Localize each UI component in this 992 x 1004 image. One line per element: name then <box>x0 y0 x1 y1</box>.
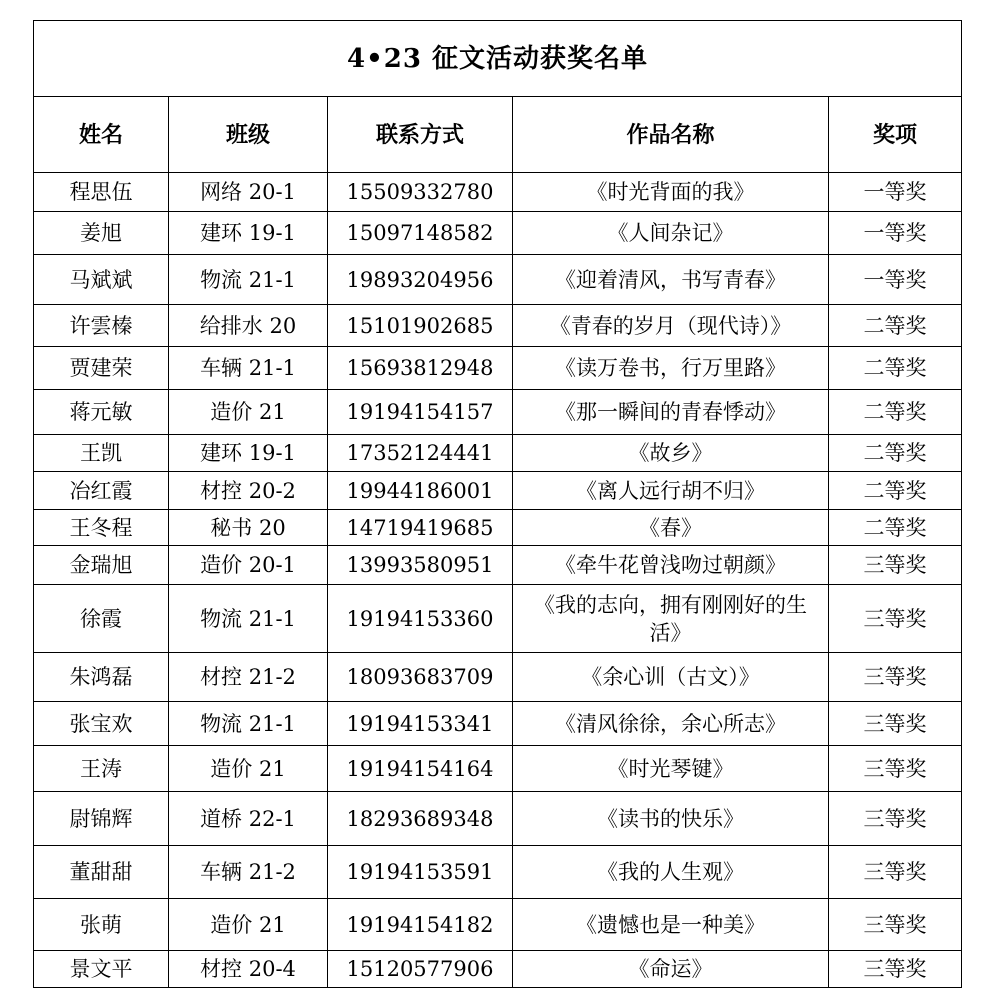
cell-work: 《离人远行胡不归》 <box>513 472 829 510</box>
cell-work: 《牵牛花曾浅吻过朝颜》 <box>513 546 829 585</box>
cell-phone: 19194153341 <box>328 702 513 746</box>
table-row <box>34 347 962 390</box>
table-row <box>34 173 962 212</box>
cell-phone: 19194153360 <box>328 585 513 653</box>
cell-award: 三等奖 <box>829 546 962 585</box>
cell-phone: 17352124441 <box>328 435 513 472</box>
cell-name: 程思伍 <box>34 173 169 212</box>
title-row <box>34 21 962 97</box>
table-row <box>34 746 962 792</box>
cell-award: 二等奖 <box>829 510 962 546</box>
cell-class: 车辆 21-2 <box>169 846 328 899</box>
cell-class: 车辆 21-1 <box>169 347 328 390</box>
cell-phone: 19194154157 <box>328 390 513 435</box>
cell-award: 一等奖 <box>829 255 962 305</box>
table-row <box>34 472 962 510</box>
table-row <box>34 846 962 899</box>
cell-award: 三等奖 <box>829 746 962 792</box>
cell-phone: 19194154164 <box>328 746 513 792</box>
cell-phone: 15693812948 <box>328 347 513 390</box>
cell-class: 秘书 20 <box>169 510 328 546</box>
cell-class: 物流 21-1 <box>169 702 328 746</box>
table-row <box>34 255 962 305</box>
cell-name: 王涛 <box>34 746 169 792</box>
cell-work: 《春》 <box>513 510 829 546</box>
table-row <box>34 305 962 347</box>
cell-phone: 15120577906 <box>328 951 513 988</box>
cell-phone: 19944186001 <box>328 472 513 510</box>
table-row <box>34 792 962 846</box>
table-title: 4•23 征文活动获奖名单 <box>34 21 962 97</box>
cell-name: 张萌 <box>34 899 169 951</box>
cell-phone: 15101902685 <box>328 305 513 347</box>
column-header-name: 姓名 <box>34 97 169 173</box>
cell-class: 道桥 22-1 <box>169 792 328 846</box>
cell-work: 《故乡》 <box>513 435 829 472</box>
cell-work: 《时光琴键》 <box>513 746 829 792</box>
cell-class: 网络 20-1 <box>169 173 328 212</box>
cell-class: 材控 20-4 <box>169 951 328 988</box>
cell-award: 三等奖 <box>829 899 962 951</box>
cell-class: 物流 21-1 <box>169 585 328 653</box>
cell-award: 一等奖 <box>829 212 962 255</box>
cell-work: 《我的志向，拥有刚刚好的生活》 <box>513 585 829 653</box>
cell-work: 《清风徐徐，余心所志》 <box>513 702 829 746</box>
cell-phone: 19194154182 <box>328 899 513 951</box>
cell-award: 三等奖 <box>829 702 962 746</box>
cell-name: 马斌斌 <box>34 255 169 305</box>
column-header-work: 作品名称 <box>513 97 829 173</box>
cell-phone: 18093683709 <box>328 653 513 702</box>
cell-name: 冶红霞 <box>34 472 169 510</box>
table-row <box>34 212 962 255</box>
cell-name: 蒋元敏 <box>34 390 169 435</box>
cell-class: 建环 19-1 <box>169 212 328 255</box>
table-row <box>34 546 962 585</box>
cell-name: 王冬程 <box>34 510 169 546</box>
cell-phone: 14719419685 <box>328 510 513 546</box>
cell-award: 三等奖 <box>829 792 962 846</box>
cell-award: 三等奖 <box>829 951 962 988</box>
cell-class: 造价 21 <box>169 899 328 951</box>
table-row <box>34 899 962 951</box>
cell-work: 《时光背面的我》 <box>513 173 829 212</box>
cell-name: 贾建荣 <box>34 347 169 390</box>
table-row <box>34 702 962 746</box>
cell-award: 二等奖 <box>829 305 962 347</box>
cell-award: 三等奖 <box>829 846 962 899</box>
cell-name: 尉锦辉 <box>34 792 169 846</box>
cell-award: 二等奖 <box>829 435 962 472</box>
cell-class: 物流 21-1 <box>169 255 328 305</box>
column-header-phone: 联系方式 <box>328 97 513 173</box>
cell-award: 一等奖 <box>829 173 962 212</box>
table-row <box>34 435 962 472</box>
cell-phone: 19893204956 <box>328 255 513 305</box>
cell-name: 姜旭 <box>34 212 169 255</box>
table-row <box>34 585 962 653</box>
cell-class: 给排水 20 <box>169 305 328 347</box>
cell-class: 造价 21 <box>169 390 328 435</box>
cell-name: 董甜甜 <box>34 846 169 899</box>
cell-work: 《余心训（古文）》 <box>513 653 829 702</box>
cell-class: 材控 21-2 <box>169 653 328 702</box>
table-row <box>34 653 962 702</box>
cell-award: 二等奖 <box>829 347 962 390</box>
cell-class: 建环 19-1 <box>169 435 328 472</box>
cell-work: 《迎着清风，书写青春》 <box>513 255 829 305</box>
cell-name: 景文平 <box>34 951 169 988</box>
cell-work: 《青春的岁月（现代诗）》 <box>513 305 829 347</box>
column-header-award: 奖项 <box>829 97 962 173</box>
cell-name: 金瑞旭 <box>34 546 169 585</box>
cell-award: 三等奖 <box>829 585 962 653</box>
cell-work: 《读万卷书，行万里路》 <box>513 347 829 390</box>
cell-name: 张宝欢 <box>34 702 169 746</box>
cell-phone: 18293689348 <box>328 792 513 846</box>
award-list-table <box>33 20 962 988</box>
cell-work: 《那一瞬间的青春悸动》 <box>513 390 829 435</box>
table-row <box>34 390 962 435</box>
cell-work: 《人间杂记》 <box>513 212 829 255</box>
cell-name: 许雲榛 <box>34 305 169 347</box>
cell-work: 《命运》 <box>513 951 829 988</box>
cell-work: 《遗憾也是一种美》 <box>513 899 829 951</box>
cell-work: 《读书的快乐》 <box>513 792 829 846</box>
header-row <box>34 97 962 173</box>
cell-name: 王凯 <box>34 435 169 472</box>
cell-phone: 19194153591 <box>328 846 513 899</box>
cell-class: 材控 20-2 <box>169 472 328 510</box>
cell-phone: 15097148582 <box>328 212 513 255</box>
cell-award: 三等奖 <box>829 653 962 702</box>
cell-name: 徐霞 <box>34 585 169 653</box>
cell-name: 朱鸿磊 <box>34 653 169 702</box>
cell-work: 《我的人生观》 <box>513 846 829 899</box>
cell-phone: 13993580951 <box>328 546 513 585</box>
cell-class: 造价 20-1 <box>169 546 328 585</box>
cell-phone: 15509332780 <box>328 173 513 212</box>
table-row <box>34 510 962 546</box>
table-row <box>34 951 962 988</box>
cell-award: 二等奖 <box>829 472 962 510</box>
cell-award: 二等奖 <box>829 390 962 435</box>
cell-class: 造价 21 <box>169 746 328 792</box>
column-header-class: 班级 <box>169 97 328 173</box>
